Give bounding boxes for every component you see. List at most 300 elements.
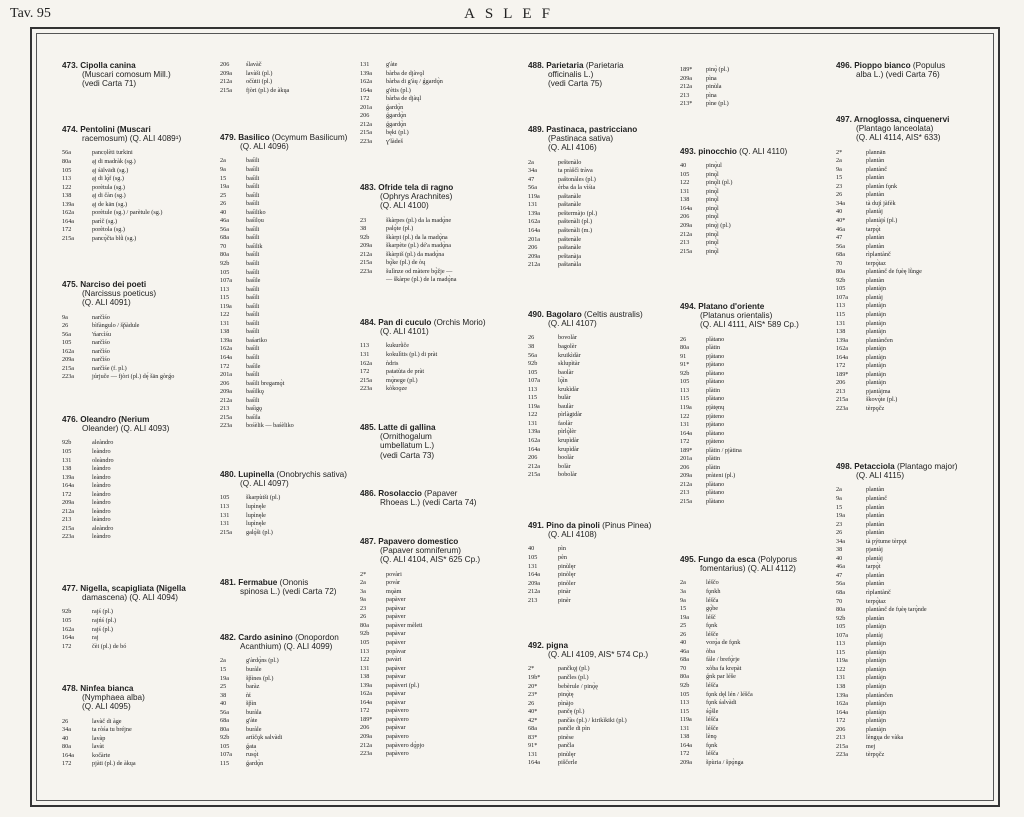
dialect-form: porètola (sg.) xyxy=(92,226,125,234)
form-row xyxy=(680,489,830,498)
form-row xyxy=(680,759,830,768)
form-row xyxy=(836,726,996,735)
point-code: 223a xyxy=(360,385,373,393)
dialect-form: leàndro xyxy=(92,482,111,490)
form-row xyxy=(220,286,360,295)
form-row xyxy=(528,334,678,343)
dialect-form: baśìla xyxy=(246,413,261,421)
dialect-form: pinǫ̀l xyxy=(706,204,719,212)
point-code: 164a xyxy=(528,226,541,234)
form-list xyxy=(680,579,830,767)
point-code: 213* xyxy=(680,100,693,108)
entry xyxy=(680,147,830,256)
entry xyxy=(360,423,510,460)
dialect-form: lǫ̀ìn xyxy=(558,377,568,385)
point-code: 80a xyxy=(220,251,229,259)
point-code: 70 xyxy=(836,597,843,605)
entry-subtitle: (Q. ALI 4108) xyxy=(548,530,597,540)
point-code: 164a xyxy=(360,86,373,94)
form-row xyxy=(836,311,996,320)
point-code: 138 xyxy=(220,328,230,336)
dialect-form: buràle xyxy=(246,725,262,733)
form-row xyxy=(836,217,996,226)
form-row xyxy=(360,724,510,733)
entry-heading xyxy=(62,280,212,308)
form-row xyxy=(680,614,830,623)
dialect-form: ǵardǫ̀n xyxy=(386,103,404,111)
form-row xyxy=(220,675,360,684)
dialect-form: bovolàr xyxy=(558,334,577,342)
point-code: 113 xyxy=(360,647,370,655)
dialect-form: bagolèr xyxy=(558,342,577,350)
dialect-form: ɣ'làdeš xyxy=(386,137,403,145)
point-code: 105 xyxy=(220,494,230,502)
point-code: 215a xyxy=(360,376,373,384)
form-row xyxy=(360,342,510,351)
dialect-form: plàtano xyxy=(706,369,725,377)
dialect-form: pinùlęr xyxy=(558,750,576,758)
point-code: 2a xyxy=(528,158,534,166)
form-list xyxy=(360,61,510,146)
point-code: 9a xyxy=(680,596,686,604)
point-code: 80a xyxy=(836,268,845,276)
point-code: 212a xyxy=(360,741,373,749)
form-row xyxy=(680,464,830,473)
form-row xyxy=(680,239,830,248)
entry-title: 473. Cipolla canina xyxy=(62,61,136,70)
form-row xyxy=(360,690,510,699)
dialect-form: plàtano xyxy=(706,335,725,343)
dialect-form: plantàjn xyxy=(866,665,886,673)
point-code: 38 xyxy=(360,225,367,233)
form-row xyxy=(220,226,360,235)
entry xyxy=(360,489,510,507)
form-row xyxy=(62,726,212,735)
point-code: 9a xyxy=(62,313,68,321)
point-code: 2a xyxy=(360,579,366,587)
form-row xyxy=(836,345,996,354)
dialect-form: papàver xyxy=(386,613,406,621)
form-row xyxy=(680,188,830,197)
form-list xyxy=(360,217,510,285)
point-code: 215a xyxy=(836,742,849,750)
form-row xyxy=(220,700,360,709)
form-row xyxy=(680,648,830,657)
form-row xyxy=(528,236,678,245)
point-code: 164a xyxy=(680,429,693,437)
form-row xyxy=(528,717,678,726)
point-code: 34a xyxy=(836,199,845,207)
entry-title: 474. Pentolini (Muscari xyxy=(62,125,151,134)
dialect-form: plantànč de fụèę lǜnge xyxy=(866,268,922,276)
point-code: 138 xyxy=(62,465,72,473)
form-row xyxy=(836,538,996,547)
dialect-form: plantàjn xyxy=(866,700,886,708)
point-code: 209a xyxy=(220,69,233,77)
point-code: 26 xyxy=(680,335,687,343)
form-row xyxy=(220,666,360,675)
form-row xyxy=(360,61,510,70)
entry-heading xyxy=(680,302,830,330)
dialect-form: baśìle xyxy=(246,362,261,370)
form-list xyxy=(680,66,830,109)
form-row xyxy=(680,179,830,188)
form-row xyxy=(360,588,510,597)
point-code: 131 xyxy=(528,419,538,427)
form-row xyxy=(528,751,678,760)
form-row xyxy=(62,617,212,626)
entry-title: 492. pigna xyxy=(528,641,569,650)
form-row xyxy=(360,605,510,614)
point-code: 2* xyxy=(528,665,535,673)
entry-heading xyxy=(62,125,212,143)
form-row xyxy=(528,210,678,219)
point-code: 162a xyxy=(528,218,541,226)
entry-heading xyxy=(360,183,510,211)
form-row xyxy=(62,491,212,500)
point-code: 26 xyxy=(836,191,843,199)
dialect-form: mǫ̀nege (pl.) xyxy=(386,376,418,384)
form-row xyxy=(680,579,830,588)
dialect-form: pjàtano xyxy=(706,421,725,429)
dialect-form: ạj di madràk (sg.) xyxy=(92,157,136,165)
form-row xyxy=(680,622,830,631)
entry xyxy=(62,280,212,382)
form-row xyxy=(528,167,678,176)
form-row xyxy=(360,596,510,605)
form-list xyxy=(680,336,830,507)
form-row xyxy=(360,259,510,268)
form-list xyxy=(62,608,212,651)
dialect-form: plàtano xyxy=(706,489,725,497)
point-code: 80a xyxy=(62,743,71,751)
form-row xyxy=(680,378,830,387)
point-code: 25 xyxy=(680,622,687,630)
dialect-form: léšče xyxy=(706,724,719,732)
entry-subtitle: Oleander) (Q. ALI 4093) xyxy=(82,424,170,434)
form-row xyxy=(680,472,830,481)
form-row xyxy=(528,708,678,717)
dialect-form: ạj śālvādi (sg.) xyxy=(92,166,129,174)
entry xyxy=(220,470,360,537)
point-code: 83* xyxy=(528,733,538,741)
point-code: 119a xyxy=(836,657,848,665)
point-code: 189* xyxy=(680,446,693,454)
form-row xyxy=(528,691,678,700)
form-row xyxy=(62,356,212,365)
dialect-form: baśìlik xyxy=(246,242,263,250)
form-row xyxy=(220,192,360,201)
form-row xyxy=(836,632,996,641)
dialect-form: xòba fa krepàt xyxy=(706,664,742,672)
entry xyxy=(528,125,678,270)
entry-title-latin: (Polyporus xyxy=(755,555,797,564)
point-code: 213 xyxy=(220,405,230,413)
point-code: 131 xyxy=(528,750,538,758)
point-code: 26 xyxy=(360,613,367,621)
form-row xyxy=(220,277,360,286)
dialect-form: ǵnk par léše xyxy=(706,673,736,681)
entry xyxy=(62,125,212,243)
point-code: 201a xyxy=(360,103,373,111)
entry-subtitle: (Q. ALI 4095) xyxy=(82,702,131,712)
point-code: 105 xyxy=(528,368,538,376)
form-row xyxy=(680,171,830,180)
dialect-form: pančle di pìn xyxy=(558,725,590,733)
dialect-form: pjàtano xyxy=(706,361,725,369)
dialect-form: fǫnk xyxy=(706,741,718,749)
form-row xyxy=(62,314,212,323)
dialect-form: povàr xyxy=(386,579,401,587)
form-row xyxy=(220,269,360,278)
form-row xyxy=(836,486,996,495)
point-code: 92b xyxy=(836,276,846,284)
dialect-form: špùria / špǫ̀nga xyxy=(706,758,744,766)
form-row xyxy=(528,201,678,210)
form-row xyxy=(62,474,212,483)
point-code: 38 xyxy=(220,691,227,699)
form-row xyxy=(62,322,212,331)
point-code: 92b xyxy=(528,360,538,368)
point-code: 56a xyxy=(528,184,537,192)
point-code: 138 xyxy=(836,328,846,336)
entry xyxy=(220,133,360,431)
dialect-form: rusǫ̀t xyxy=(246,751,259,759)
form-row xyxy=(528,159,678,168)
form-row xyxy=(62,226,212,235)
dialect-form: bolàr xyxy=(558,462,571,470)
point-code: 34a xyxy=(836,537,845,545)
dialect-form: škarpùtši (pl.) xyxy=(246,494,281,502)
point-code: 164a xyxy=(62,217,75,225)
form-row xyxy=(528,343,678,352)
form-row xyxy=(528,545,678,554)
point-code: 40 xyxy=(220,700,227,708)
form-row xyxy=(220,520,360,529)
point-code: 25 xyxy=(220,191,227,199)
form-row xyxy=(836,396,996,405)
dialect-form: ta ròśa tu bréjne xyxy=(92,726,132,734)
form-row xyxy=(528,253,678,262)
form-row xyxy=(62,465,212,474)
entry-subtitle: (Papaver somniferum) xyxy=(380,546,461,556)
point-code: 19b* xyxy=(528,673,541,681)
point-code: 23 xyxy=(360,604,367,612)
point-code: 122 xyxy=(836,665,846,673)
form-row xyxy=(528,218,678,227)
dialect-form: baśariko xyxy=(246,336,267,344)
form-row xyxy=(62,448,212,457)
point-code: 70 xyxy=(680,664,687,672)
entry-heading xyxy=(220,578,360,596)
form-row xyxy=(680,92,830,101)
point-code: 206 xyxy=(836,725,846,733)
point-code: 172 xyxy=(360,368,370,376)
point-code: 212a xyxy=(62,507,75,515)
point-code: 91* xyxy=(528,742,538,750)
point-code: 172 xyxy=(62,760,72,768)
dialect-form: baśìli xyxy=(246,268,260,276)
form-row xyxy=(62,167,212,176)
point-code: 105 xyxy=(62,616,72,624)
point-code: 212a xyxy=(528,588,541,596)
dialect-form: mǫàm xyxy=(386,587,402,595)
form-row xyxy=(220,183,360,192)
form-row xyxy=(836,717,996,726)
dialect-form: rajńś (pl.) xyxy=(92,616,117,624)
form-row xyxy=(528,420,678,429)
point-code: 68a xyxy=(528,725,537,733)
point-code: 213 xyxy=(836,387,846,395)
point-code: 139a xyxy=(836,691,849,699)
point-code: 70 xyxy=(220,242,227,250)
form-row xyxy=(680,742,830,751)
form-row xyxy=(220,320,360,329)
form-row xyxy=(220,371,360,380)
point-code: 223a xyxy=(220,422,233,430)
dialect-form: plantàj xyxy=(866,554,883,562)
form-row xyxy=(220,422,360,431)
point-code: 206 xyxy=(528,244,538,252)
entry-heading xyxy=(680,555,830,573)
dialect-form: fàle / brefǫ̀rje xyxy=(706,656,740,664)
dialect-form: bulàr xyxy=(558,394,571,402)
entry-title: 491. Pino da pinoli xyxy=(528,521,600,530)
point-code: 23* xyxy=(528,691,538,699)
point-code: 215a xyxy=(680,498,693,505)
point-code: 105 xyxy=(836,623,846,631)
entry-heading xyxy=(360,423,510,460)
point-code: 212a xyxy=(680,230,693,238)
point-code: 212a xyxy=(680,83,693,91)
dialect-form: popàvar xyxy=(386,647,406,655)
form-row xyxy=(836,200,996,209)
point-code: 113 xyxy=(680,699,690,707)
form-row xyxy=(360,750,510,759)
dialect-form: baśìli xyxy=(246,225,260,233)
form-row xyxy=(528,184,678,193)
point-code: 213 xyxy=(836,734,846,742)
dialect-form: lavàt xyxy=(92,743,105,751)
dialect-form: plantànčen xyxy=(866,691,893,699)
form-row xyxy=(62,525,212,534)
form-row xyxy=(62,634,212,643)
dialect-form: plantànč xyxy=(866,165,887,173)
dialect-form: òba xyxy=(706,647,715,655)
dialect-form: plantàjn xyxy=(866,362,886,370)
dialect-form: baśìgǫ xyxy=(246,405,263,413)
point-code: 122 xyxy=(220,311,230,319)
dialect-form: tarpǫ̀t xyxy=(866,225,881,233)
point-code: 46a xyxy=(680,647,689,655)
dialect-form: pinǫ̀j (pl.) xyxy=(706,222,731,230)
point-code: 209a xyxy=(62,356,75,364)
point-code: 40 xyxy=(836,554,843,562)
dialect-form: pavàri xyxy=(386,656,402,664)
point-code: 172 xyxy=(220,362,230,370)
form-row xyxy=(528,725,678,734)
dialect-form: plantàjś (pl.) xyxy=(866,216,898,224)
point-code: 105 xyxy=(528,553,538,561)
dialect-form: plantàjn xyxy=(866,345,886,353)
dialect-form: aleàndro xyxy=(92,439,114,447)
form-row xyxy=(836,734,996,743)
point-code: 46a xyxy=(836,563,845,571)
dialect-form: tèrpǫčz xyxy=(866,751,885,759)
point-code: 115 xyxy=(528,394,538,402)
dialect-form: plantàn xyxy=(866,503,885,511)
point-code: 164a xyxy=(62,634,75,642)
dialect-form: pinèr xyxy=(558,596,571,604)
form-list xyxy=(528,159,678,270)
form-row xyxy=(220,529,360,538)
entry-title: 485. Latte di gallina xyxy=(360,423,436,432)
point-code: 206 xyxy=(220,379,230,387)
form-row xyxy=(836,328,996,337)
point-code: 113 xyxy=(360,342,370,350)
entry-title: 484. Pan di cuculo xyxy=(360,318,432,327)
point-code: 139a xyxy=(528,428,541,436)
point-code: 105 xyxy=(220,742,230,750)
dialect-form: fǫnkh xyxy=(706,587,721,595)
dialect-form: lavàp xyxy=(92,734,106,742)
point-code: 107a xyxy=(528,377,541,385)
form-row xyxy=(360,234,510,243)
point-code: 213 xyxy=(680,239,690,247)
form-list xyxy=(62,149,212,243)
form-row xyxy=(220,294,360,303)
dialect-form: plantàjn xyxy=(866,717,886,725)
form-row xyxy=(680,673,830,682)
form-row xyxy=(680,665,830,674)
dialect-form: plantàjn xyxy=(866,674,886,682)
dialect-form: pančàs (pl.) / kirikìkiki (pl.) xyxy=(558,716,627,724)
form-row xyxy=(836,285,996,294)
dialect-form: baśìli xyxy=(246,174,260,182)
point-code: 201a xyxy=(528,235,541,243)
form-row xyxy=(680,430,830,439)
form-row xyxy=(220,200,360,209)
point-code: 92b xyxy=(360,630,370,638)
form-row xyxy=(528,411,678,420)
point-code: 206 xyxy=(220,61,230,68)
form-row xyxy=(836,362,996,371)
dialect-form: — škàrpe (pl.) de la madǫ̀na xyxy=(386,276,457,284)
point-code: 115 xyxy=(680,395,690,403)
entry-subtitle: (Platanus orientalis) xyxy=(700,311,773,321)
point-code: 40 xyxy=(220,208,227,216)
point-code: 15 xyxy=(220,665,227,673)
dialect-form: ǹdris xyxy=(386,359,399,367)
point-code: 119a xyxy=(680,716,692,724)
form-row xyxy=(680,605,830,614)
form-row xyxy=(528,261,678,270)
dialect-form: škarpète (pl.) dé'a madǫ̀na xyxy=(386,242,452,250)
entry-subtitle: racemosum) (Q. ALI 4089¹) xyxy=(82,134,182,144)
entry xyxy=(62,584,212,651)
entry-heading xyxy=(836,462,996,480)
point-code: 162a xyxy=(62,625,75,633)
point-code: 2a xyxy=(220,157,226,165)
dialect-form: pinǫ̀ul xyxy=(706,162,722,170)
entry-heading xyxy=(360,318,510,336)
point-code: 122 xyxy=(680,179,690,187)
form-row xyxy=(680,691,830,700)
dialect-form: pìnàjo xyxy=(558,699,574,707)
point-code: 131 xyxy=(680,724,690,732)
point-code: 119a xyxy=(680,403,692,411)
dialect-form: júrjuče — fjòri (pl.) dę́ šān gòrǵo xyxy=(92,373,175,381)
